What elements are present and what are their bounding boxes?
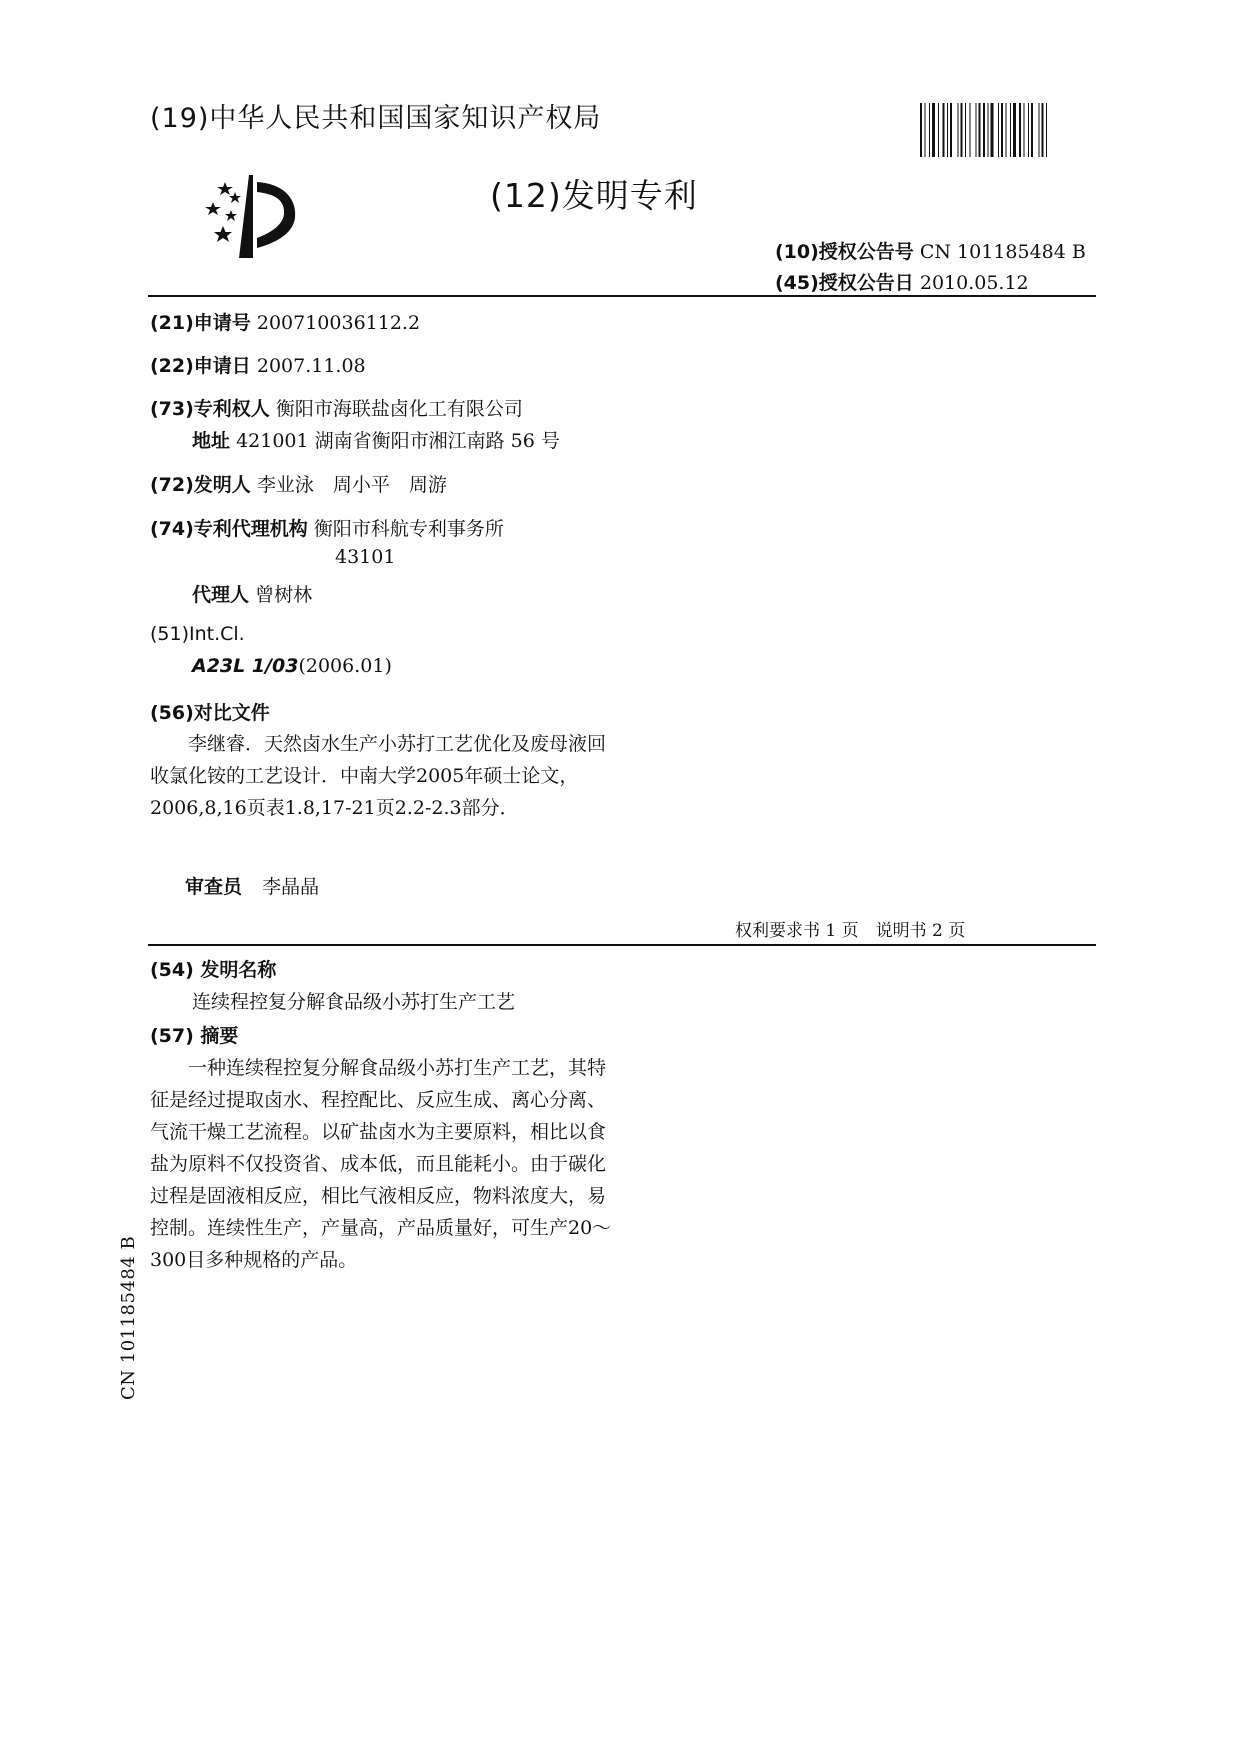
- examiner-label: 审查员: [185, 876, 243, 898]
- address-value: 421001 湖南省衡阳市湘江南路 56 号: [236, 430, 560, 452]
- application-number-value: 200710036112.2: [256, 312, 421, 334]
- patentee-row: [150, 394, 523, 421]
- examiner-value: 李晶晶: [262, 876, 320, 898]
- agency-row: [150, 514, 504, 541]
- application-number-label: (21)申请号: [150, 312, 251, 334]
- patent-office-logo: [205, 172, 320, 260]
- patentee-label: (73)专利权人: [150, 398, 270, 420]
- agent-label: 代理人: [192, 584, 250, 606]
- agency-value: 衡阳市科航专利事务所: [313, 518, 504, 540]
- examiner-row: [185, 872, 319, 899]
- grant-number-row: [775, 237, 1086, 264]
- abstract-label: (57) 摘要: [150, 1025, 239, 1047]
- grant-date-label: (45)授权公告日: [775, 272, 914, 294]
- address-row: [192, 426, 560, 453]
- page-count-note: 权利要求书 1 页 说明书 2 页: [735, 921, 966, 941]
- intcl-row: [192, 655, 392, 677]
- patentee-value: 衡阳市海联盐卤化工有限公司: [275, 398, 523, 420]
- intcl-label: (51)Int.Cl.: [150, 623, 245, 645]
- inventors-label: (72)发明人: [150, 474, 251, 496]
- application-number-row: [150, 308, 420, 335]
- invention-title: 连续程控复分解食品级小苏打生产工艺: [192, 991, 516, 1013]
- grant-date-value: 2010.05.12: [919, 272, 1029, 294]
- grant-number-label: (10)授权公告号: [775, 241, 914, 263]
- grant-date-row: [775, 268, 1029, 295]
- side-publication-number: CN 101185484 B: [118, 1235, 139, 1400]
- barcode: [920, 103, 1098, 157]
- address-label: 地址: [192, 430, 231, 452]
- application-date-value: 2007.11.08: [256, 355, 366, 377]
- agent-value: 曾树林: [255, 584, 313, 606]
- header-rule: [148, 295, 1096, 297]
- references-label: (56)对比文件: [150, 702, 270, 724]
- invention-title-label: (54) 发明名称: [150, 959, 277, 981]
- inventors-row: [150, 470, 447, 497]
- office-name: (19)中华人民共和国国家知识产权局: [150, 103, 602, 134]
- document-type: (12)发明专利: [490, 176, 698, 215]
- agency-label: (74)专利代理机构: [150, 518, 308, 540]
- abstract-text: 一种连续程控复分解食品级小苏打生产工艺，其特征是经过提取卤水、程控配比、反应生成、离心分离、气流干燥工艺流程。以矿盐卤水为主要原料，相比以食盐为原料不仅投资省、成本低，而且能耗小。由于碳化过程是固液相反应，相比气液相反应，物料浓度大，易控制。连续性生产，产量高，产品质量好，可生产20～300目多种规格的产品。: [150, 1057, 612, 1271]
- inventors-value: 李业泳 周小平 周游: [256, 474, 447, 496]
- agent-row: [192, 580, 312, 607]
- application-date-row: [150, 351, 366, 378]
- references-text: 李继睿．天然卤水生产小苏打工艺优化及废母液回收氯化铵的工艺设计．中南大学2005年硕士论文，2006,8,16页表1.8,17-21页2.2-2.3部分．: [150, 733, 607, 819]
- agency-code: 43101: [335, 546, 396, 568]
- intcl-class: A23L 1/03: [192, 655, 299, 677]
- intcl-version: (2006.01): [298, 655, 392, 677]
- application-date-label: (22)申请日: [150, 355, 251, 377]
- section-rule: [148, 944, 1096, 946]
- grant-number-value: CN 101185484 B: [919, 241, 1086, 263]
